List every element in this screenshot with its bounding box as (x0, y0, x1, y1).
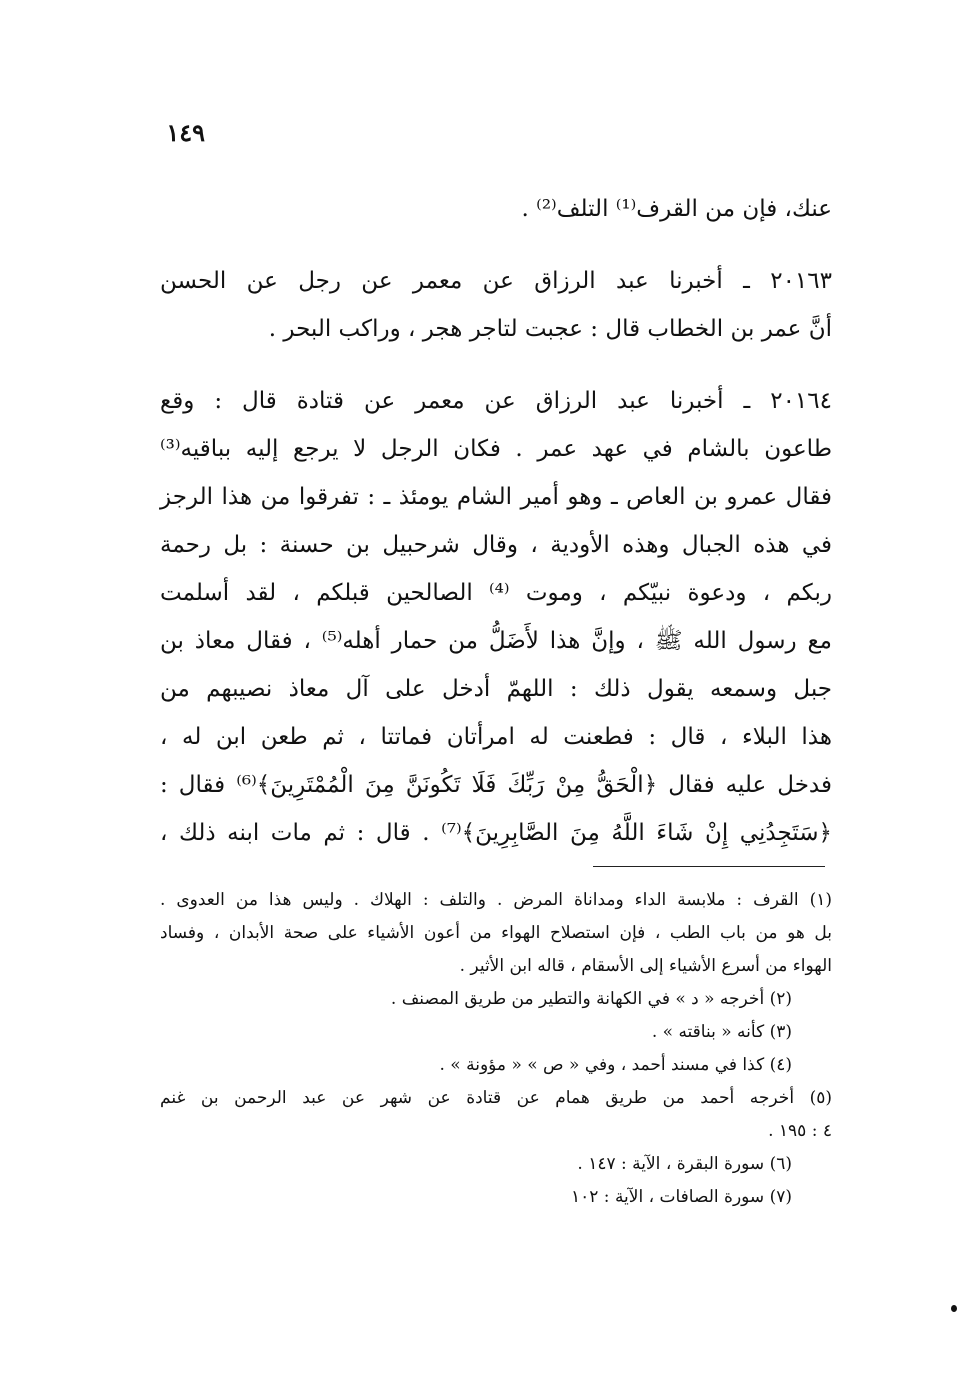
footnote-line: ٤ : ١٩٥ . (768, 1121, 832, 1141)
text-line: في هذه الجبال وهذه الأودية ، وقال شرحبيل بن حسنة : بل رحمة (160, 532, 832, 558)
page-number: ١٤٩ (166, 118, 205, 147)
text-line: ﴿سَتَجِدُنِي إِنْ شَاءَ اللَّهُ مِنَ الصَّابِرِينَ﴾⁽⁷⁾ . قال : ثم مات ابنه ذلك ، (160, 820, 832, 846)
text-line: ٢٠١٦٤ ـ أخبرنا عبد الرزاق عن معمر عن قتادة قال : وقع (160, 388, 832, 414)
main-text (160, 185, 832, 857)
edge-mark (951, 1305, 957, 1312)
footnote-line: (٣) كأنه « بناقته » . (651, 1022, 792, 1042)
text-line: أنَّ عمر بن الخطاب قال : عجبت لتاجر هجر ، وراكب البحر . (268, 316, 832, 342)
text-line: ربكم ، ودعوة نبيّكم ، وموت ⁽⁴⁾ الصالحين قبلكم ، لقد أسلمت (160, 580, 832, 606)
text-line: فدخل عليه فقال ﴿الْحَقُّ مِنْ رَبِّكَ فَلَا تَكُونَنَّ مِنَ الْمُمْتَرِينَ﴾⁽⁶⁾ فقال : (160, 772, 833, 798)
footnote-divider (593, 866, 825, 867)
footnote-line: (٧) سورة الصافات ، الآية : ١٠٢ (571, 1187, 792, 1207)
footnote-line: (٢) أخرجه « د » في الكهانة والتطير من طريق المصنف . (390, 989, 792, 1009)
text-line: فقال عمرو بن العاص ـ وهو أمير الشام يومئذ ـ : تفرقوا من هذا الرجز (160, 484, 832, 510)
footnote-line: (٤) كذا في مسند أحمد ، وفي « ص » « مؤونة » . (439, 1055, 792, 1075)
footnote-line: الهواء من أسرع الأشياء إلى الأسقام ، قاله ابن الأثير . (459, 956, 832, 976)
footnote-line: (٥) أخرجه أحمد من طريق همام عن قتادة عن شهر عن عبد الرحمن بن غنم (160, 1088, 832, 1108)
footnote-line: بل هو من باب الطب ، فإن استصلاح الهواء من أعون الأشياء على صحة الأبدان ، وفساد (160, 923, 832, 943)
text-line: طاعون بالشام في عهد عمر . فكان الرجل لا يرجع إليه بباقيه⁽³⁾ (160, 436, 832, 462)
footnote-line: (١) القرف : ملابسة الداء ومداناة المرض . والتلف : الهلاك . وليس هذا من العدوى . (160, 890, 832, 910)
text-line: ٢٠١٦٣ ـ أخبرنا عبد الرزاق عن معمر عن رجل عن الحسن (160, 268, 832, 294)
text-line: مع رسول الله ﷺ ، وإنَّ هذا لأَضَلُّ من حمار أهله⁽⁵⁾ ، فقال معاذ بن (160, 628, 832, 654)
text-line: جبل وسمعه يقول ذلك : اللهمّ أدخل على آل معاذ نصيبهم من (160, 676, 832, 702)
text-line: عنك، فإن من القرف⁽¹⁾ التلف⁽²⁾ . (521, 196, 832, 222)
text-line: هذا البلاء ، قال : فطعنت له امرأتان فماتتا ، ثم طعن ابن له ، (160, 724, 832, 750)
footnote-line: (٦) سورة البقرة ، الآية : ١٤٧ . (577, 1154, 792, 1174)
footnotes (160, 884, 832, 1214)
